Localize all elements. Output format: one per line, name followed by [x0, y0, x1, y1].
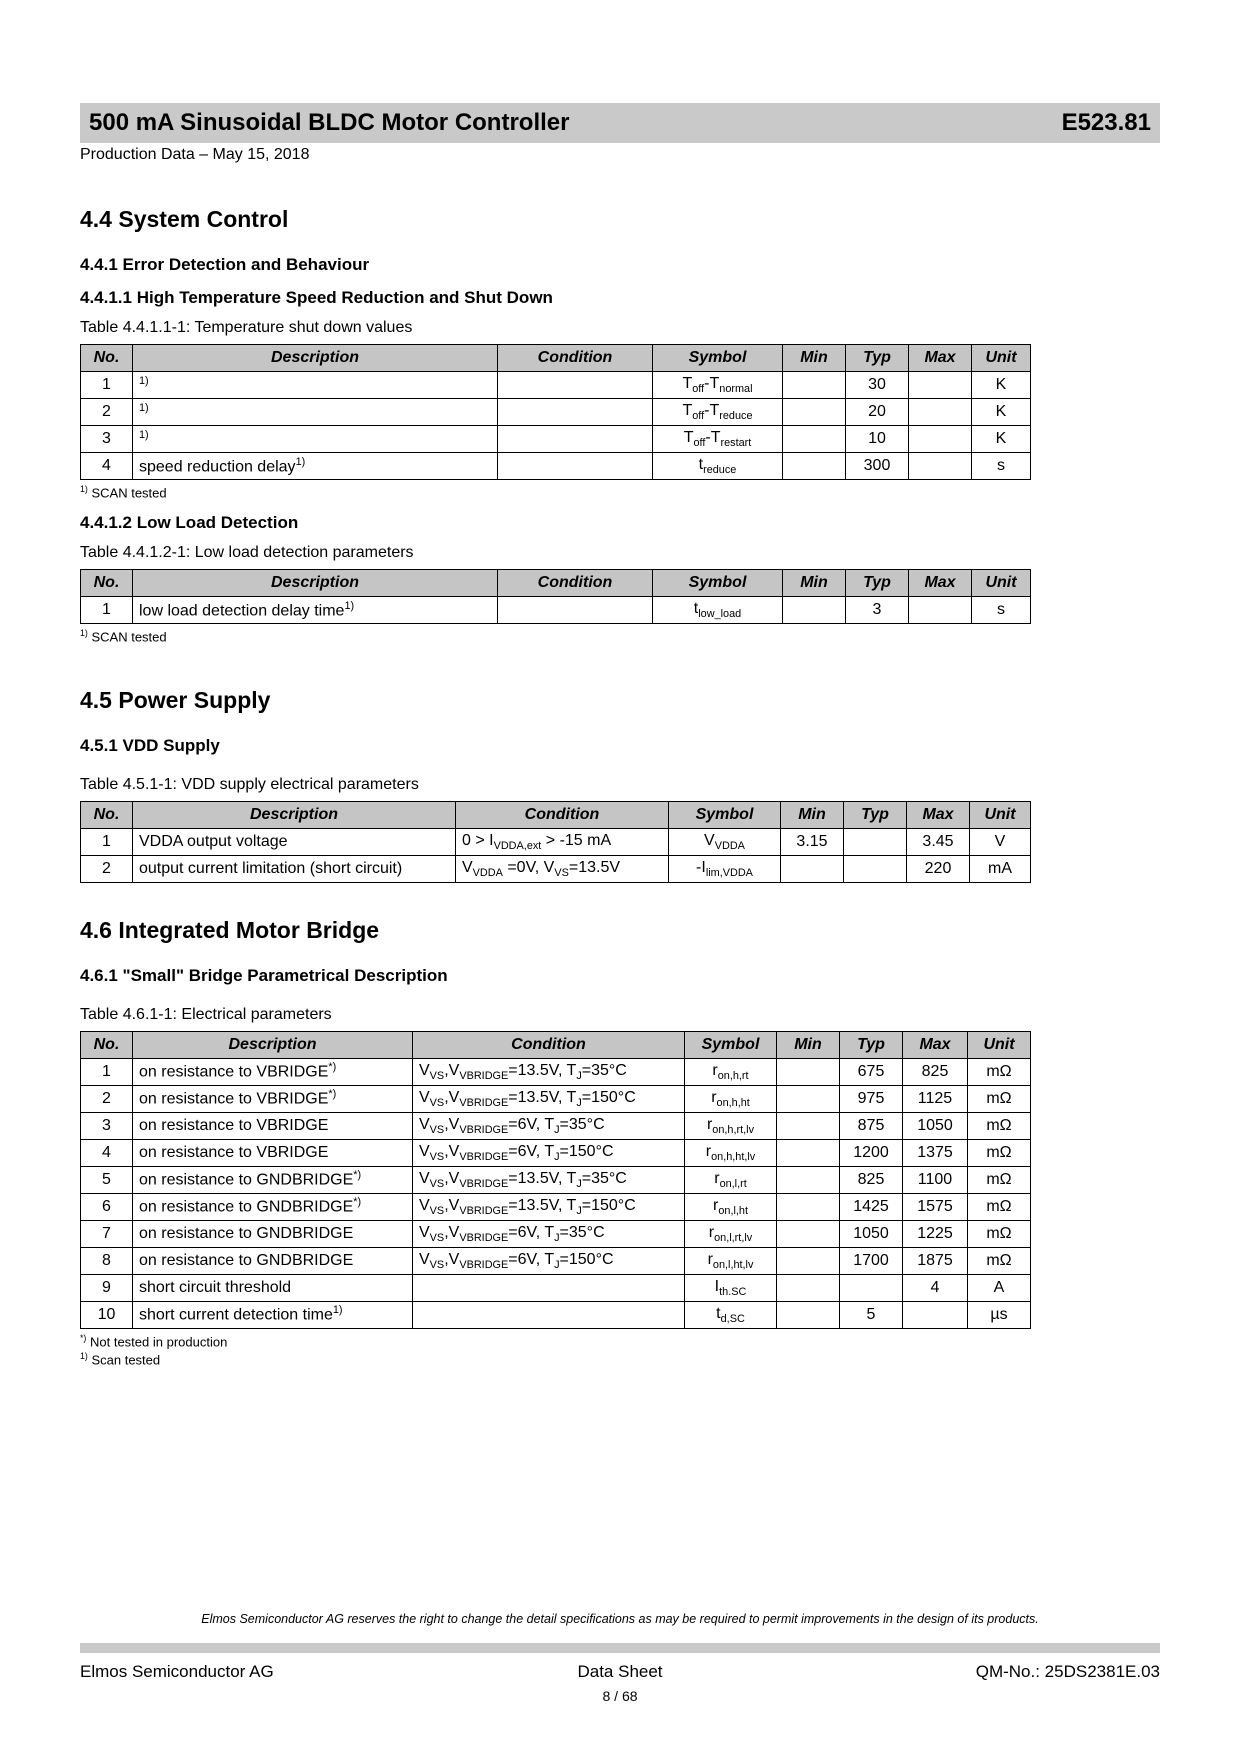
table-cell	[844, 855, 907, 882]
table-cell: 825	[903, 1058, 968, 1085]
column-header: Min	[783, 570, 846, 597]
table-cell	[781, 855, 844, 882]
table-cell	[909, 372, 972, 399]
column-header: Unit	[970, 801, 1031, 828]
page-number: 8 / 68	[602, 1688, 638, 1704]
table-cell: 1125	[903, 1085, 968, 1112]
footnote: $^{1)}$ SCAN tested	[80, 484, 167, 501]
section-heading-error-detection: 4.4.1 Error Detection and Behaviour	[80, 255, 370, 274]
table-cell: output current limitation (short circuit)	[133, 855, 456, 882]
section-heading-high-temp: 4.4.1.1 High Temperature Speed Reduction and Shut Down	[80, 288, 553, 307]
table-cell: mΩ	[968, 1193, 1031, 1220]
table-cell: $V_{VS},V_{VBRIDGE}=6V$, $T_J=150^\circ C$	[413, 1247, 685, 1274]
table-cell	[783, 453, 846, 480]
column-header: Unit	[972, 345, 1031, 372]
doc-title: 500 mA Sinusoidal BLDC Motor Controller	[89, 109, 570, 136]
table-cell: 3.45	[907, 828, 970, 855]
table-cell: 825	[840, 1166, 903, 1193]
table-cell: 9	[81, 1274, 133, 1301]
table-cell	[844, 828, 907, 855]
table-cell: $0 > I_{VDDA,ext} > -15$ mA	[456, 828, 669, 855]
column-header: Symbol	[669, 801, 781, 828]
table-cell	[413, 1274, 685, 1301]
section-heading-motor-bridge: 4.6 Integrated Motor Bridge	[80, 916, 380, 943]
column-header: Max	[907, 801, 970, 828]
footer-row	[80, 1662, 1160, 1682]
table-cell: mΩ	[968, 1112, 1031, 1139]
table-row	[81, 1085, 1031, 1112]
table-cell: low load detection delay time$^{1)}$	[133, 597, 498, 624]
column-header: Unit	[972, 570, 1031, 597]
table-cell: V	[970, 828, 1031, 855]
column-header: Description	[133, 570, 498, 597]
section-heading-low-load: 4.4.1.2 Low Load Detection	[80, 513, 299, 533]
table-cell	[498, 597, 653, 624]
table-cell: $V_{VS},V_{VBRIDGE}=13.5V$, $T_J=150^\circ C$	[413, 1193, 685, 1220]
table-cell: 1)	[133, 399, 498, 426]
table-cell: 8	[81, 1247, 133, 1274]
table-caption-vdd-supply: Table 4.5.1-1: VDD supply electrical parameters	[80, 775, 419, 793]
table-cell: 1	[81, 1058, 133, 1085]
table-row	[81, 399, 1031, 426]
table-cell: 7	[81, 1220, 133, 1247]
table-cell: $V_{VDDA} =0V$, $V_{VS}=13.5V$	[456, 855, 669, 882]
column-header: Max	[909, 570, 972, 597]
table-cell: mΩ	[968, 1139, 1031, 1166]
table-cell: on resistance to VBRIDGE	[133, 1112, 413, 1139]
table-cell: 2	[81, 1085, 133, 1112]
table-cell: $t_{reduce}$	[653, 453, 783, 480]
table-cell: 2	[81, 855, 133, 882]
table-cell: 1	[81, 597, 133, 624]
table-row	[81, 1058, 1031, 1085]
table-cell: µs	[968, 1301, 1031, 1328]
table-cell	[498, 426, 653, 453]
table-cell: 3	[846, 597, 909, 624]
table-cell: $r_{on,h,rt}$	[685, 1058, 777, 1085]
column-header: Condition	[413, 1031, 685, 1058]
table-row	[81, 453, 1031, 480]
table-cell: A	[968, 1274, 1031, 1301]
table-cell: 1700	[840, 1247, 903, 1274]
footer-bar	[80, 1643, 1160, 1653]
table-cell: 1575	[903, 1193, 968, 1220]
table-cell: mΩ	[968, 1166, 1031, 1193]
column-header: Min	[781, 801, 844, 828]
column-header: Description	[133, 801, 456, 828]
footer-disclaimer: Elmos Semiconductor AG reserves the right to change the detail specifications as may be required to permit improvements in the design of its products.	[201, 1612, 1039, 1626]
table-cell: $r_{on,l,rt,lv}$	[685, 1220, 777, 1247]
table-cell: on resistance to GNDBRIDGE	[133, 1220, 413, 1247]
table-cell: 1100	[903, 1166, 968, 1193]
table-cell: 1200	[840, 1139, 903, 1166]
table-cell: $r_{on,l,ht}$	[685, 1193, 777, 1220]
table-cell: $r_{on,l,ht,lv}$	[685, 1247, 777, 1274]
table-cell: on resistance to VBRIDGE*)	[133, 1058, 413, 1085]
table-cell	[783, 597, 846, 624]
table-row	[81, 1274, 1031, 1301]
table-cell: K	[972, 426, 1031, 453]
table-cell: 300	[846, 453, 909, 480]
section-heading-vdd-supply: 4.5.1 VDD Supply	[80, 735, 220, 755]
table-cell: 1225	[903, 1220, 968, 1247]
table-row	[81, 828, 1031, 855]
table-cell: 3	[81, 426, 133, 453]
table-header-row	[81, 570, 1031, 597]
column-header: Typ	[844, 801, 907, 828]
table-row	[81, 426, 1031, 453]
column-header: Symbol	[653, 570, 783, 597]
table-cell: 1	[81, 372, 133, 399]
table-cell: $r_{on,h,ht}$	[685, 1085, 777, 1112]
table-cell	[777, 1193, 840, 1220]
table-header-row	[81, 1031, 1031, 1058]
table-row	[81, 1139, 1031, 1166]
table-row	[81, 597, 1031, 624]
table-cell	[777, 1139, 840, 1166]
table-cell: 1050	[903, 1112, 968, 1139]
part-number: E523.81	[1061, 109, 1151, 136]
column-header: Symbol	[685, 1031, 777, 1058]
table-cell: 5	[840, 1301, 903, 1328]
table-cell: $t_{low\_load}$	[653, 597, 783, 624]
doc-subtitle: Production Data – May 15, 2018	[80, 146, 310, 163]
table-cell	[777, 1220, 840, 1247]
table-cell	[413, 1301, 685, 1328]
table-cell	[909, 453, 972, 480]
table-cell	[909, 597, 972, 624]
table-cell: on resistance to VBRIDGE*)	[133, 1085, 413, 1112]
table-cell: 4	[81, 1139, 133, 1166]
table-cell: $T_{off}-T_{normal}$	[653, 372, 783, 399]
column-header: No.	[81, 801, 133, 828]
table-cell: 5	[81, 1166, 133, 1193]
column-header: No.	[81, 570, 133, 597]
temperature-shutdown-table	[80, 344, 1031, 480]
table-cell: 3	[81, 1112, 133, 1139]
table-cell: $t_{d,SC}$	[685, 1301, 777, 1328]
column-header: Typ	[846, 570, 909, 597]
table-cell	[777, 1301, 840, 1328]
table-cell: on resistance to GNDBRIDGE*)	[133, 1166, 413, 1193]
table-row	[81, 1247, 1031, 1274]
table-cell: $r_{on,l,rt}$	[685, 1166, 777, 1193]
table-cell: 1425	[840, 1193, 903, 1220]
section-heading-small-bridge: 4.6.1 "Small" Bridge Parametrical Description	[80, 965, 448, 985]
table-cell: mΩ	[968, 1247, 1031, 1274]
table-cell: $T_{off}-T_{reduce}$	[653, 399, 783, 426]
column-header: Symbol	[653, 345, 783, 372]
table-cell: 10	[81, 1301, 133, 1328]
table-row	[81, 1301, 1031, 1328]
footnote: $^{1)}$ Scan tested	[80, 1350, 161, 1368]
table-cell: on resistance to GNDBRIDGE	[133, 1247, 413, 1274]
table-cell	[783, 426, 846, 453]
title-bar	[80, 103, 1160, 143]
table-cell	[903, 1301, 968, 1328]
table-cell: on resistance to VBRIDGE	[133, 1139, 413, 1166]
table-caption-low-load: Table 4.4.1.2-1: Low load detection parameters	[80, 544, 414, 562]
table-cell	[783, 372, 846, 399]
table-cell: 1875	[903, 1247, 968, 1274]
table-cell: 1)	[133, 426, 498, 453]
table-cell: 1050	[840, 1220, 903, 1247]
table-cell	[783, 399, 846, 426]
table-cell: 1	[81, 828, 133, 855]
footer-doc-type: Data Sheet	[577, 1662, 663, 1681]
section-heading-system-control: 4.4 System Control	[80, 206, 289, 232]
table-row	[81, 1112, 1031, 1139]
table-cell: 875	[840, 1112, 903, 1139]
column-header: No.	[81, 1031, 133, 1058]
column-header: Condition	[456, 801, 669, 828]
table-caption-electrical-parameters: Table 4.6.1-1: Electrical parameters	[80, 1005, 332, 1023]
table-cell: mΩ	[968, 1220, 1031, 1247]
table-cell: 30	[846, 372, 909, 399]
table-cell	[777, 1058, 840, 1085]
table-cell: 220	[907, 855, 970, 882]
table-cell: mΩ	[968, 1058, 1031, 1085]
table-cell	[777, 1166, 840, 1193]
table-header-row	[81, 801, 1031, 828]
column-header: Condition	[498, 345, 653, 372]
section-heading-power-supply: 4.5 Power Supply	[80, 686, 271, 713]
column-header: Condition	[498, 570, 653, 597]
footnote: *) Not tested in production	[80, 1332, 228, 1349]
table-cell: 4	[903, 1274, 968, 1301]
table-cell: 975	[840, 1085, 903, 1112]
table-cell: mΩ	[968, 1085, 1031, 1112]
table-cell: K	[972, 372, 1031, 399]
column-header: Description	[133, 1031, 413, 1058]
table-cell: s	[972, 597, 1031, 624]
table-row	[81, 1166, 1031, 1193]
table-cell: $I_{th.SC}$	[685, 1274, 777, 1301]
column-header: Max	[903, 1031, 968, 1058]
table-cell: 3.15	[781, 828, 844, 855]
table-cell: K	[972, 399, 1031, 426]
table-cell	[840, 1274, 903, 1301]
table-cell: $V_{VS},V_{VBRIDGE}=6V$, $T_J=150^\circ C$	[413, 1139, 685, 1166]
column-header: Unit	[968, 1031, 1031, 1058]
table-cell	[498, 453, 653, 480]
table-cell: $r_{on,h,rt,lv}$	[685, 1112, 777, 1139]
vdd-supply-table	[80, 801, 1031, 883]
table-cell: 2	[81, 399, 133, 426]
table-cell: 675	[840, 1058, 903, 1085]
table-cell	[909, 426, 972, 453]
table-cell	[777, 1112, 840, 1139]
table-cell: $V_{VS},V_{VBRIDGE}=13.5V$, $T_J=150^\circ C$	[413, 1085, 685, 1112]
table-cell: 10	[846, 426, 909, 453]
table-cell: short current detection time$^{1)}$	[133, 1301, 413, 1328]
table-cell	[777, 1085, 840, 1112]
table-cell: short circuit threshold	[133, 1274, 413, 1301]
table-cell: 1)	[133, 372, 498, 399]
table-cell: on resistance to GNDBRIDGE*)	[133, 1193, 413, 1220]
column-header: Description	[133, 345, 498, 372]
table-cell: $V_{VS},V_{VBRIDGE}=6V$, $T_J=35^\circ C$	[413, 1112, 685, 1139]
table-cell: $-I_{lim,VDDA}$	[669, 855, 781, 882]
footer-qm-no: QM-No.: 25DS2381E.03	[975, 1662, 1160, 1681]
table-row	[81, 1220, 1031, 1247]
table-row	[81, 855, 1031, 882]
table-cell	[498, 372, 653, 399]
low-load-table	[80, 569, 1031, 624]
table-cell	[777, 1247, 840, 1274]
table-caption-temperature-shutdown: Table 4.4.1.1-1: Temperature shut down values	[80, 319, 413, 336]
column-header: No.	[81, 345, 133, 372]
table-cell: $V_{VS},V_{VBRIDGE}=13.5V$, $T_J=35^\circ C$	[413, 1166, 685, 1193]
table-cell	[909, 399, 972, 426]
table-cell: 20	[846, 399, 909, 426]
table-cell: $T_{off}-T_{restart}$	[653, 426, 783, 453]
table-cell: $V_{VS},V_{VBRIDGE}=6V$, $T_J=35^\circ C$	[413, 1220, 685, 1247]
table-header-row	[81, 345, 1031, 372]
table-cell: mA	[970, 855, 1031, 882]
table-cell	[498, 399, 653, 426]
table-cell: 6	[81, 1193, 133, 1220]
table-cell: $V_{VDDA}$	[669, 828, 781, 855]
table-cell: VDDA output voltage	[133, 828, 456, 855]
table-cell: $r_{on,h,ht,lv}$	[685, 1139, 777, 1166]
table-cell: 4	[81, 453, 133, 480]
column-header: Min	[783, 345, 846, 372]
column-header: Min	[777, 1031, 840, 1058]
table-cell	[777, 1274, 840, 1301]
column-header: Max	[909, 345, 972, 372]
footer-company: Elmos Semiconductor AG	[80, 1662, 274, 1681]
table-cell: s	[972, 453, 1031, 480]
table-row	[81, 1193, 1031, 1220]
table-cell: 1375	[903, 1139, 968, 1166]
footnote: $^{1)}$ SCAN tested	[80, 628, 167, 645]
table-cell: speed reduction delay$^{1)}$	[133, 453, 498, 480]
table-row	[81, 372, 1031, 399]
column-header: Typ	[846, 345, 909, 372]
table-cell: $V_{VS},V_{VBRIDGE}=13.5V$, $T_J=35^\circ C$	[413, 1058, 685, 1085]
column-header: Typ	[840, 1031, 903, 1058]
motor-bridge-table	[80, 1031, 1031, 1329]
